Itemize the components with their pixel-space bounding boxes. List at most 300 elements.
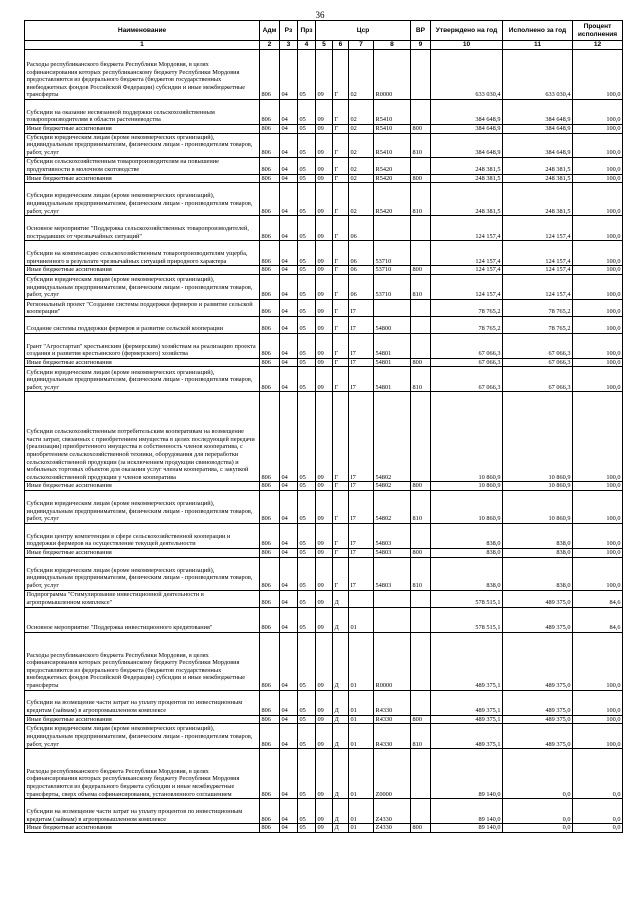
row-rz: 04 — [280, 174, 298, 183]
row-approved: 384 648,9 — [431, 125, 503, 134]
row-approved: 67 066,3 — [431, 367, 503, 392]
row-rz: 04 — [280, 557, 298, 590]
row-executed: 489 375,0 — [503, 632, 573, 690]
row-csr-event: 01 — [349, 799, 374, 824]
header-percent: Процент исполнения — [573, 21, 623, 41]
row-csr-event: I7 — [349, 490, 374, 523]
row-executed: 489 375,0 — [503, 590, 573, 607]
row-prz: 05 — [298, 690, 316, 715]
row-name: Субсидии сельскохозяйственным потребительским кооперативам на возмещение части затрат, связанных с приобретением имущества в целях последующей передачи (реализации) приобретенного имущества в собственность членов кооператива, с приобретением сельскохозяйственной техники, оборудования для переработки сельскохозяйственной продукции (за исключением продукции свиноводства) и мобильных торговых объектов для оказания услуг членам кооператива, с закупкой сельскохозяйственной продукции у членов кооператива — [25, 392, 260, 482]
row-adm: 806 — [260, 367, 280, 392]
row-csr-event: 06 — [349, 266, 374, 275]
row-percent: 100,0 — [573, 183, 623, 216]
column-number: 11 — [503, 41, 573, 50]
budget-execution-table — [24, 20, 623, 833]
table-row — [25, 125, 623, 134]
row-vr — [411, 241, 431, 266]
row-vr — [411, 100, 431, 125]
row-csr-subprogram: Д — [333, 824, 349, 833]
row-name: Грант "Агростартап" крестьянским (фермерским) хозяйствам на реализацию проекта создания и развития крестьянского (фермерского) хозяйства — [25, 333, 260, 358]
row-csr-event: I7 — [349, 482, 374, 491]
row-csr-event: 02 — [349, 50, 374, 100]
row-csr-event: 01 — [349, 724, 374, 749]
row-approved: 248 381,5 — [431, 183, 503, 216]
row-csr-program: 09 — [316, 100, 333, 125]
row-name: Субсидии юридическим лицам (кроме некоммерческих организаций), индивидуальным предпринимателям, физическим лицам - производителям товаров, работ, услуг — [25, 557, 260, 590]
row-csr-direction: 53710 — [374, 274, 411, 299]
row-csr-program: 09 — [316, 299, 333, 316]
row-prz: 05 — [298, 183, 316, 216]
row-adm: 806 — [260, 824, 280, 833]
row-approved: 78 765,2 — [431, 316, 503, 333]
row-csr-program: 09 — [316, 358, 333, 367]
row-approved: 10 860,9 — [431, 392, 503, 482]
row-percent: 100,0 — [573, 266, 623, 275]
row-csr-event: 02 — [349, 100, 374, 125]
row-prz: 05 — [298, 799, 316, 824]
column-number: 5 — [316, 41, 333, 50]
row-csr-event: I7 — [349, 333, 374, 358]
row-executed: 248 381,5 — [503, 174, 573, 183]
row-adm: 806 — [260, 632, 280, 690]
row-csr-program: 09 — [316, 274, 333, 299]
row-csr-subprogram: Г — [333, 266, 349, 275]
row-vr — [411, 632, 431, 690]
row-percent: 84,6 — [573, 590, 623, 607]
row-csr-program: 09 — [316, 607, 333, 632]
row-adm: 806 — [260, 392, 280, 482]
row-name: Расходы республиканского бюджета Республики Мордовия, в целях софинансирования которых республиканскому бюджету Республики Мордовия предоставляются из федерального бюджета субсидии и иные межбюджетные трансферты, сверх объема софинансирования, установленного соглашением — [25, 749, 260, 799]
row-csr-event: I7 — [349, 557, 374, 590]
row-name: Субсидии центру компетенции в сфере сельскохозяйственной кооперации и поддержки фермеров на осуществление текущей деятельности — [25, 523, 260, 548]
row-csr-event: I7 — [349, 523, 374, 548]
row-name: Субсидии на оказание несвязанной поддержки сельскохозяйственным товаропроизводителям в области растениеводства — [25, 100, 260, 125]
row-rz: 04 — [280, 690, 298, 715]
row-percent: 0,0 — [573, 824, 623, 833]
row-executed: 838,0 — [503, 548, 573, 557]
row-csr-event: 01 — [349, 690, 374, 715]
row-approved: 67 066,3 — [431, 333, 503, 358]
row-approved: 67 066,3 — [431, 358, 503, 367]
header-vr: ВР — [411, 21, 431, 41]
row-csr-event: 01 — [349, 749, 374, 799]
row-executed: 384 648,9 — [503, 133, 573, 157]
table-row — [25, 482, 623, 491]
row-executed: 248 381,5 — [503, 157, 573, 174]
row-prz: 05 — [298, 100, 316, 125]
row-percent: 100,0 — [573, 367, 623, 392]
row-prz: 05 — [298, 216, 316, 241]
row-rz: 04 — [280, 133, 298, 157]
table-row — [25, 241, 623, 266]
row-vr: 800 — [411, 482, 431, 491]
row-adm: 806 — [260, 358, 280, 367]
row-csr-direction: R4330 — [374, 715, 411, 724]
row-executed: 10 860,9 — [503, 392, 573, 482]
row-adm: 806 — [260, 590, 280, 607]
row-percent: 100,0 — [573, 216, 623, 241]
row-name: Расходы республиканского бюджета Республики Мордовия, в целях софинансирования которых республиканскому бюджету Республики Мордовия предоставляются из федерального бюджета (бюджетов государственных внебюджетных фондов Российской Федерации) субсидии и иные межбюджетные трансферты — [25, 632, 260, 690]
row-prz: 05 — [298, 590, 316, 607]
row-percent: 100,0 — [573, 490, 623, 523]
table-row — [25, 316, 623, 333]
row-approved: 633 030,4 — [431, 50, 503, 100]
row-rz: 04 — [280, 724, 298, 749]
row-rz: 04 — [280, 367, 298, 392]
column-number-row — [25, 41, 623, 50]
row-name: Иные бюджетные ассигнования — [25, 266, 260, 275]
table-row — [25, 490, 623, 523]
row-percent: 100,0 — [573, 100, 623, 125]
row-prz: 05 — [298, 715, 316, 724]
row-rz: 04 — [280, 100, 298, 125]
row-percent: 100,0 — [573, 299, 623, 316]
row-csr-subprogram: Г — [333, 358, 349, 367]
table-row — [25, 358, 623, 367]
row-executed: 124 157,4 — [503, 216, 573, 241]
row-vr: 800 — [411, 358, 431, 367]
row-csr-direction: 53710 — [374, 266, 411, 275]
row-csr-program: 09 — [316, 749, 333, 799]
row-prz: 05 — [298, 632, 316, 690]
row-name: Иные бюджетные ассигнования — [25, 125, 260, 134]
row-vr: 800 — [411, 174, 431, 183]
row-csr-event: 01 — [349, 715, 374, 724]
row-vr: 810 — [411, 724, 431, 749]
row-name: Субсидии на компенсацию сельскохозяйственным товаропроизводителям ущерба, причиненного в результате чрезвычайных ситуаций природного характера — [25, 241, 260, 266]
row-name: Субсидии юридическим лицам (кроме некоммерческих организаций), индивидуальным предпринимателям, физическим лицам - производителям товаров, работ, услуг — [25, 724, 260, 749]
row-rz: 04 — [280, 590, 298, 607]
row-percent: 100,0 — [573, 392, 623, 482]
row-csr-event: 01 — [349, 824, 374, 833]
row-csr-subprogram: Г — [333, 157, 349, 174]
table-row — [25, 157, 623, 174]
table-row — [25, 299, 623, 316]
row-csr-event: I7 — [349, 367, 374, 392]
row-csr-subprogram: Г — [333, 392, 349, 482]
row-adm: 806 — [260, 241, 280, 266]
row-approved: 489 375,1 — [431, 715, 503, 724]
row-percent: 100,0 — [573, 690, 623, 715]
row-adm: 806 — [260, 100, 280, 125]
row-rz: 04 — [280, 316, 298, 333]
row-approved: 124 157,4 — [431, 274, 503, 299]
header-executed: Исполнено за год — [503, 21, 573, 41]
row-csr-direction: R5420 — [374, 157, 411, 174]
row-prz: 05 — [298, 266, 316, 275]
row-csr-subprogram: Д — [333, 715, 349, 724]
row-csr-subprogram: Г — [333, 367, 349, 392]
row-csr-direction — [374, 590, 411, 607]
row-vr: 800 — [411, 548, 431, 557]
row-vr — [411, 799, 431, 824]
header-csr: Цср — [316, 21, 411, 41]
row-csr-subprogram: Г — [333, 216, 349, 241]
row-csr-subprogram: Г — [333, 133, 349, 157]
row-name: Субсидии юридическим лицам (кроме некоммерческих организаций), индивидуальным предпринимателям, физическим лицам - производителям товаров, работ, услуг — [25, 367, 260, 392]
row-csr-program: 09 — [316, 157, 333, 174]
row-vr: 800 — [411, 824, 431, 833]
row-adm: 806 — [260, 316, 280, 333]
row-approved: 10 860,9 — [431, 490, 503, 523]
row-csr-event: I7 — [349, 392, 374, 482]
row-csr-direction: 54801 — [374, 333, 411, 358]
row-csr-event: 02 — [349, 157, 374, 174]
row-name: Основное мероприятие "Поддержка инвестиционного кредитования" — [25, 607, 260, 632]
row-csr-direction: 54803 — [374, 523, 411, 548]
row-rz: 04 — [280, 607, 298, 632]
row-percent: 100,0 — [573, 333, 623, 358]
row-csr-subprogram: Г — [333, 174, 349, 183]
row-adm: 806 — [260, 266, 280, 275]
row-name: Иные бюджетные ассигнования — [25, 715, 260, 724]
row-csr-subprogram: Д — [333, 607, 349, 632]
row-csr-event: 06 — [349, 274, 374, 299]
row-rz: 04 — [280, 241, 298, 266]
column-number: 3 — [280, 41, 298, 50]
row-rz: 04 — [280, 216, 298, 241]
row-approved: 489 375,1 — [431, 690, 503, 715]
row-approved: 124 157,4 — [431, 241, 503, 266]
row-csr-event: 02 — [349, 174, 374, 183]
row-prz: 05 — [298, 392, 316, 482]
row-csr-direction: R5410 — [374, 125, 411, 134]
row-csr-direction: 54802 — [374, 490, 411, 523]
column-number: 7 — [349, 41, 374, 50]
row-executed: 489 375,0 — [503, 690, 573, 715]
row-csr-program: 09 — [316, 241, 333, 266]
row-csr-direction: Z4330 — [374, 799, 411, 824]
row-approved: 384 648,9 — [431, 133, 503, 157]
row-csr-subprogram: Д — [333, 632, 349, 690]
row-name: Субсидии юридическим лицам (кроме некоммерческих организаций), индивидуальным предпринимателям, физическим лицам - производителям товаров, работ, услуг — [25, 274, 260, 299]
table-row — [25, 523, 623, 548]
row-csr-program: 09 — [316, 715, 333, 724]
row-adm: 806 — [260, 799, 280, 824]
row-csr-program: 09 — [316, 133, 333, 157]
row-approved: 124 157,4 — [431, 266, 503, 275]
row-csr-subprogram: Г — [333, 490, 349, 523]
row-prz: 05 — [298, 157, 316, 174]
row-prz: 05 — [298, 557, 316, 590]
row-executed: 124 157,4 — [503, 266, 573, 275]
row-adm: 806 — [260, 490, 280, 523]
row-name: Субсидии сельскохозяйственным товаропроизводителям на повышение продуктивности в молочном скотоводстве — [25, 157, 260, 174]
row-percent: 100,0 — [573, 523, 623, 548]
row-approved: 838,0 — [431, 523, 503, 548]
row-prz: 05 — [298, 333, 316, 358]
row-approved: 248 381,5 — [431, 157, 503, 174]
row-vr: 810 — [411, 133, 431, 157]
column-number: 9 — [411, 41, 431, 50]
page-number: 36 — [315, 10, 325, 20]
row-csr-direction: Z0000 — [374, 749, 411, 799]
row-csr-subprogram: Д — [333, 590, 349, 607]
header-prz: Прз — [298, 21, 316, 41]
row-approved: 578 515,1 — [431, 607, 503, 632]
row-percent: 100,0 — [573, 715, 623, 724]
row-vr — [411, 299, 431, 316]
row-csr-subprogram: Г — [333, 482, 349, 491]
row-vr — [411, 749, 431, 799]
row-prz: 05 — [298, 523, 316, 548]
row-csr-direction: R0000 — [374, 632, 411, 690]
row-vr — [411, 216, 431, 241]
row-vr: 810 — [411, 274, 431, 299]
row-vr: 810 — [411, 367, 431, 392]
row-rz: 04 — [280, 266, 298, 275]
row-percent: 100,0 — [573, 548, 623, 557]
row-csr-program: 09 — [316, 367, 333, 392]
row-prz: 05 — [298, 174, 316, 183]
row-csr-program: 09 — [316, 266, 333, 275]
row-csr-subprogram: Д — [333, 799, 349, 824]
row-csr-subprogram: Д — [333, 749, 349, 799]
row-name: Субсидии юридическим лицам (кроме некоммерческих организаций), индивидуальным предпринимателям, физическим лицам - производителям товаров, работ, услуг — [25, 490, 260, 523]
row-approved: 10 860,9 — [431, 482, 503, 491]
row-percent: 100,0 — [573, 174, 623, 183]
row-csr-program: 09 — [316, 333, 333, 358]
row-csr-subprogram: Д — [333, 724, 349, 749]
row-csr-direction — [374, 216, 411, 241]
row-prz: 05 — [298, 607, 316, 632]
table-row — [25, 174, 623, 183]
row-percent: 100,0 — [573, 632, 623, 690]
header-rz: Рз — [280, 21, 298, 41]
row-executed: 489 375,0 — [503, 724, 573, 749]
table-row — [25, 799, 623, 824]
row-executed: 10 860,9 — [503, 490, 573, 523]
row-csr-subprogram: Г — [333, 50, 349, 100]
row-executed: 384 648,9 — [503, 100, 573, 125]
column-number: 12 — [573, 41, 623, 50]
row-rz: 04 — [280, 482, 298, 491]
row-csr-program: 09 — [316, 174, 333, 183]
row-adm: 806 — [260, 216, 280, 241]
row-vr — [411, 157, 431, 174]
row-rz: 04 — [280, 548, 298, 557]
row-name: Основное мероприятие "Поддержка сельскохозяйственных товаропроизводителей, пострадавших от чрезвычайных ситуаций" — [25, 216, 260, 241]
row-csr-program: 09 — [316, 548, 333, 557]
row-vr — [411, 50, 431, 100]
row-csr-event: I7 — [349, 316, 374, 333]
row-csr-program: 09 — [316, 216, 333, 241]
row-csr-direction: 54802 — [374, 482, 411, 491]
row-csr-subprogram: Г — [333, 274, 349, 299]
row-csr-program: 09 — [316, 392, 333, 482]
column-number: 8 — [374, 41, 411, 50]
row-name: Подпрограмма "Стимулирование инвестиционной деятельности в агропромышленном комплексе" — [25, 590, 260, 607]
row-approved: 838,0 — [431, 557, 503, 590]
row-executed: 489 375,0 — [503, 715, 573, 724]
row-csr-direction: 54800 — [374, 316, 411, 333]
row-executed: 0,0 — [503, 749, 573, 799]
row-executed: 489 375,0 — [503, 607, 573, 632]
row-rz: 04 — [280, 358, 298, 367]
row-rz: 04 — [280, 523, 298, 548]
row-csr-program: 09 — [316, 724, 333, 749]
row-executed: 78 765,2 — [503, 299, 573, 316]
row-executed: 0,0 — [503, 824, 573, 833]
row-csr-program: 09 — [316, 799, 333, 824]
row-csr-direction: R4330 — [374, 724, 411, 749]
row-prz: 05 — [298, 367, 316, 392]
row-rz: 04 — [280, 157, 298, 174]
row-csr-subprogram: Г — [333, 241, 349, 266]
column-number: 2 — [260, 41, 280, 50]
row-csr-event: 06 — [349, 216, 374, 241]
row-adm: 806 — [260, 133, 280, 157]
row-csr-direction: R5420 — [374, 183, 411, 216]
row-name: Субсидии юридическим лицам (кроме некоммерческих организаций), индивидуальным предпринимателям, физическим лицам - производителям товаров, работ, услуг — [25, 183, 260, 216]
row-prz: 05 — [298, 548, 316, 557]
row-csr-event: I7 — [349, 299, 374, 316]
row-csr-direction: R4330 — [374, 690, 411, 715]
row-csr-subprogram: Г — [333, 557, 349, 590]
row-approved: 89 140,0 — [431, 824, 503, 833]
row-adm: 806 — [260, 174, 280, 183]
row-approved: 838,0 — [431, 548, 503, 557]
table-row — [25, 715, 623, 724]
table-row — [25, 749, 623, 799]
row-adm: 806 — [260, 482, 280, 491]
row-percent: 100,0 — [573, 557, 623, 590]
row-rz: 04 — [280, 715, 298, 724]
row-name: Субсидии на возмещение части затрат на уплату процентов по инвестиционным кредитам (займам) в агропромышленном комплексе — [25, 690, 260, 715]
table-row — [25, 100, 623, 125]
row-percent: 100,0 — [573, 274, 623, 299]
row-csr-subprogram: Г — [333, 523, 349, 548]
row-name: Субсидии на возмещение части затрат на уплату процентов по инвестиционным кредитам (займам) в агропромышленном комплексе — [25, 799, 260, 824]
header-adm: Адм — [260, 21, 280, 41]
table-row — [25, 183, 623, 216]
row-prz: 05 — [298, 749, 316, 799]
row-csr-program: 09 — [316, 632, 333, 690]
row-rz: 04 — [280, 632, 298, 690]
row-executed: 67 066,3 — [503, 358, 573, 367]
row-prz: 05 — [298, 241, 316, 266]
column-number: 1 — [25, 41, 260, 50]
row-executed: 248 381,5 — [503, 183, 573, 216]
row-executed: 0,0 — [503, 799, 573, 824]
row-prz: 05 — [298, 358, 316, 367]
row-csr-direction: 54803 — [374, 548, 411, 557]
row-csr-program: 09 — [316, 490, 333, 523]
row-adm: 806 — [260, 274, 280, 299]
row-vr: 800 — [411, 125, 431, 134]
row-percent: 100,0 — [573, 241, 623, 266]
row-csr-event: 02 — [349, 183, 374, 216]
row-adm: 806 — [260, 183, 280, 216]
row-rz: 04 — [280, 333, 298, 358]
row-csr-subprogram: Г — [333, 316, 349, 333]
row-csr-program: 09 — [316, 183, 333, 216]
row-csr-program: 09 — [316, 557, 333, 590]
row-csr-subprogram: Г — [333, 548, 349, 557]
row-csr-direction: R5410 — [374, 100, 411, 125]
row-prz: 05 — [298, 299, 316, 316]
row-approved: 89 140,0 — [431, 749, 503, 799]
row-csr-subprogram: Г — [333, 299, 349, 316]
row-vr: 800 — [411, 715, 431, 724]
row-rz: 04 — [280, 749, 298, 799]
row-adm: 806 — [260, 557, 280, 590]
row-percent: 0,0 — [573, 749, 623, 799]
row-rz: 04 — [280, 799, 298, 824]
row-prz: 05 — [298, 133, 316, 157]
row-rz: 04 — [280, 183, 298, 216]
row-approved: 248 381,5 — [431, 174, 503, 183]
